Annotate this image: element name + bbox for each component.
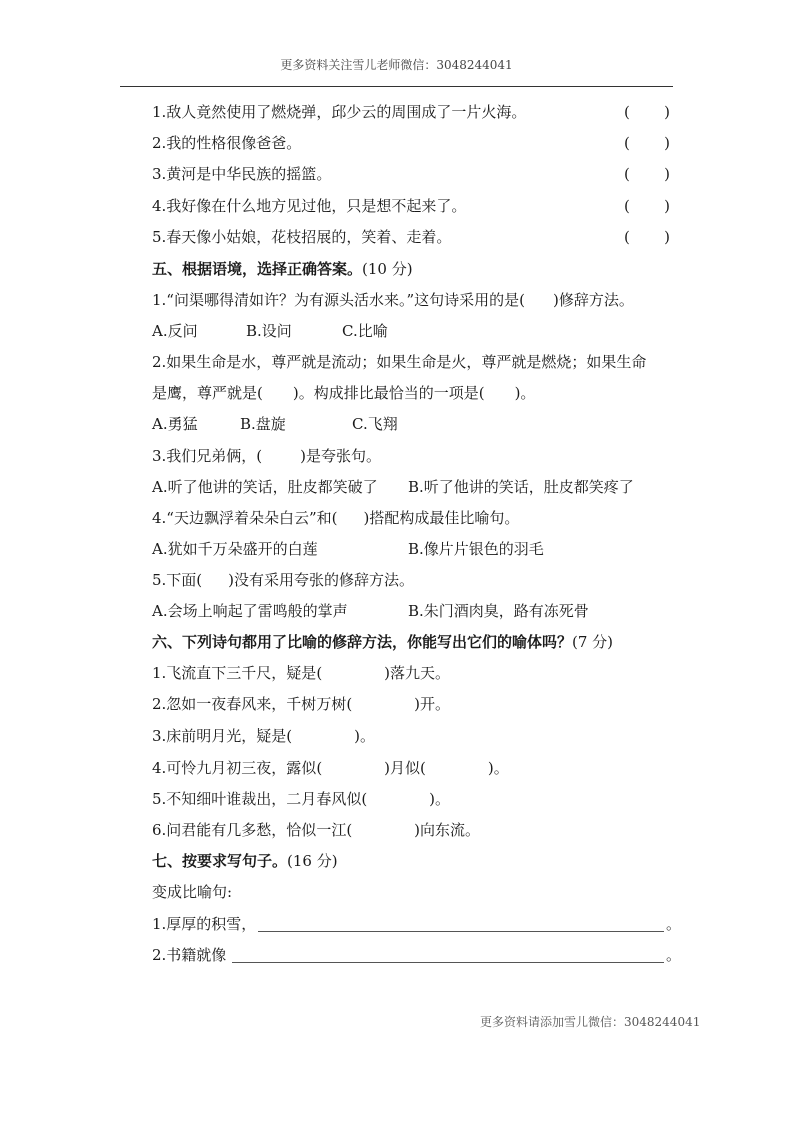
- paren-close: ): [664, 103, 670, 121]
- s5q1-text-after: )修辞方法。: [553, 291, 634, 309]
- page-header: 更多资料关注雪儿老师微信：3048244041: [280, 58, 513, 72]
- s5q1-text-before: 1.“问渠哪得清如许？为有源头活水来。”这句诗采用的是(: [152, 291, 526, 309]
- s5q3-option-b[interactable]: B.听了他讲的笑话，肚皮都笑疼了: [408, 478, 634, 496]
- s5q2-option-b[interactable]: B.盘旋: [240, 415, 286, 433]
- s5q3-option-a[interactable]: A.听了他讲的笑话，肚皮都笑破了: [152, 478, 378, 496]
- paren-open: (: [624, 228, 630, 246]
- s5q3-text-before: 3.我们兄弟俩，(: [152, 447, 263, 465]
- judge-item-3: 3.黄河是中华民族的摇篮。: [152, 165, 332, 183]
- s6-question-6: [152, 820, 480, 840]
- s5q5-option-a[interactable]: A.会场上响起了雷鸣般的掌声: [152, 602, 348, 620]
- paren-close: ): [664, 228, 670, 246]
- s6-question-3: [152, 726, 375, 746]
- judge-answer-5[interactable]: [624, 227, 670, 247]
- s6q3-text-after: )。: [354, 727, 376, 745]
- section7-subtitle: 变成比喻句:: [152, 883, 233, 901]
- paren-close: ): [664, 197, 670, 215]
- s5-question-2-line2: [152, 383, 535, 403]
- s5q4-option-a[interactable]: A.犹如千万朵盛开的白莲: [152, 540, 318, 558]
- judge-answer-4[interactable]: [624, 196, 670, 216]
- s6q4-text-after: )。: [487, 759, 509, 777]
- s5-question-4: [152, 508, 519, 528]
- s5q4-text-after: )搭配构成最佳比喻句。: [363, 509, 520, 527]
- judge-item-5: 5.春天像小姑娘，花枝招展的，笑着、走着。: [152, 228, 452, 246]
- paren-close: ): [664, 134, 670, 152]
- s6q3-text-before: 3.床前明月光，疑是(: [152, 727, 293, 745]
- s6q6-text-after: )向东流。: [414, 821, 481, 839]
- section5-score: (10 分): [362, 260, 413, 278]
- paren-open: (: [624, 197, 630, 215]
- paren-open: (: [624, 103, 630, 121]
- s6-question-2: [152, 694, 450, 714]
- section6-heading: [152, 632, 613, 652]
- s7q1-period: 。: [666, 915, 682, 933]
- s5q5-option-b[interactable]: B.朱门酒肉臭，路有冻死骨: [408, 602, 589, 620]
- s5-question-2-line1: 2.如果生命是水，尊严就是流动；如果生命是火，尊严就是燃烧；如果生命: [152, 353, 647, 371]
- header-divider: [120, 86, 673, 87]
- judge-answer-2[interactable]: [624, 133, 670, 153]
- s5-question-3: [152, 446, 381, 466]
- s5q1-option-b[interactable]: B.设问: [246, 322, 292, 340]
- s5q2-text-part2: )。构成排比最恰当的一项是(: [292, 384, 485, 402]
- s5q3-text-after: )是夸张句。: [300, 447, 382, 465]
- s5q5-text-before: 5.下面(: [152, 571, 203, 589]
- s5q4-option-b[interactable]: B.像片片银色的羽毛: [408, 540, 544, 558]
- s6q2-text-after: )开。: [414, 695, 451, 713]
- page-footer: 更多资料请添加雪儿微信：3048244041: [480, 1015, 701, 1029]
- s6q5-text-after: )。: [429, 790, 451, 808]
- s6-question-4: [152, 758, 509, 778]
- section7-heading: [152, 851, 338, 871]
- s7-question-2: 2.书籍就像: [152, 946, 227, 964]
- s6q2-text-before: 2.忽如一夜春风来，千树万树(: [152, 695, 353, 713]
- section7-score: (16 分): [287, 852, 338, 870]
- judge-item-4: 4.我好像在什么地方见过他，只是想不起来了。: [152, 197, 467, 215]
- s6-question-1: [152, 663, 450, 683]
- s5-question-1: [152, 290, 634, 310]
- s6q4-text-mid: )月似(: [384, 759, 426, 777]
- s5q1-option-a[interactable]: A.反问: [152, 322, 198, 340]
- s5q2-text-part1: 是鹰，尊严就是(: [152, 384, 263, 402]
- s6-question-5: [152, 789, 450, 809]
- judge-answer-1[interactable]: [624, 102, 670, 122]
- s5q2-option-c[interactable]: C.飞翔: [352, 415, 398, 433]
- s6q1-text-after: )落九天。: [384, 664, 451, 682]
- s5-question-5: [152, 570, 414, 590]
- s6q1-text-before: 1.飞流直下三千尺，疑是(: [152, 664, 323, 682]
- s5q2-text-part3: )。: [514, 384, 536, 402]
- section6-title: 六、下列诗句都用了比喻的修辞方法，你能写出它们的喻体吗？: [152, 633, 573, 651]
- s7q2-answer-line[interactable]: [232, 962, 664, 963]
- s6q4-text-before: 4.可怜九月初三夜，露似(: [152, 759, 323, 777]
- section5-heading: [152, 259, 413, 279]
- s5q5-text-after: )没有采用夸张的修辞方法。: [228, 571, 415, 589]
- section5-title: 五、根据语境，选择正确答案。: [152, 260, 363, 278]
- s5q4-text-before: 4.“天边飘浮着朵朵白云”和(: [152, 509, 338, 527]
- s7-question-1: 1.厚厚的积雪，: [152, 915, 257, 933]
- paren-open: (: [624, 165, 630, 183]
- section7-title: 七、按要求写句子。: [152, 852, 288, 870]
- s5q1-option-c[interactable]: C.比喻: [342, 322, 388, 340]
- judge-item-2: 2.我的性格很像爸爸。: [152, 134, 302, 152]
- s6q5-text-before: 5.不知细叶谁裁出，二月春风似(: [152, 790, 368, 808]
- s7q2-period: 。: [666, 946, 682, 964]
- s5q2-option-a[interactable]: A.勇猛: [152, 415, 198, 433]
- paren-close: ): [664, 165, 670, 183]
- section6-score: (7 分): [572, 633, 614, 651]
- judge-answer-3[interactable]: [624, 164, 670, 184]
- judge-item-1: 1.敌人竟然使用了燃烧弹，邱少云的周围成了一片火海。: [152, 103, 527, 121]
- s7q1-answer-line[interactable]: [258, 931, 664, 932]
- s6q6-text-before: 6.问君能有几多愁，恰似一江(: [152, 821, 353, 839]
- paren-open: (: [624, 134, 630, 152]
